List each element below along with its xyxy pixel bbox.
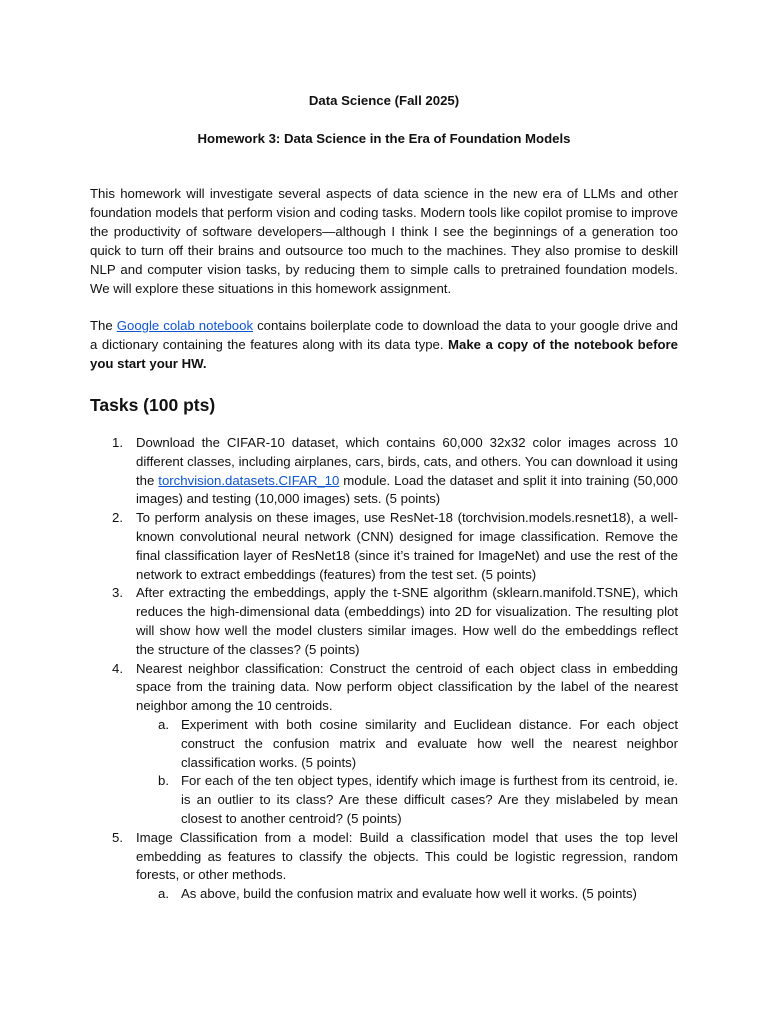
intro-paragraph: This homework will investigate several aspects of data science in the new era of LLMs and other foundation models that perform vision and coding tasks. Modern tools like copilot promise to improve the productivity of software developers—although I think I see the beginnings of a generation too quick to turn off their brains and outsource too much to the machines. They also promise to deskill NLP and computer vision tasks, by reducing them to simple calls to pretrained foundation models. We will explore these situations in this homework assignment. [90, 186, 678, 296]
colab-description: contains boilerplate code to download the data to your google drive and a dictionary containing the features along with its data type. [90, 318, 678, 352]
subtask-text: For each of the ten object types, identify which image is furthest from its centroid, ie. is an outlier to its class? Are these difficult cases? Are they mislabeled by mean closest to another centroid? (5 points) [181, 773, 678, 826]
task-item-2 [90, 509, 678, 584]
subtask-item-4a [136, 716, 678, 772]
subtask-list [136, 716, 678, 829]
subtask-item-4b [136, 772, 678, 828]
task-number: 3. [112, 585, 123, 601]
task-item-4 [90, 660, 678, 829]
course-title: Data Science (Fall 2025) [308, 93, 460, 108]
torchvision-cifar10-link[interactable]: torchvision.datasets.CIFAR_10 [158, 472, 340, 488]
google-colab-notebook-link[interactable]: Google colab notebook [116, 318, 254, 333]
subtask-letter: a. [158, 716, 169, 732]
task-list [90, 434, 678, 904]
task-item-5 [90, 829, 678, 904]
subtask-letter: b. [158, 773, 169, 789]
tasks-heading: Tasks (100 pts) [90, 395, 216, 415]
subtask-text: As above, build the confusion matrix and evaluate how well it works. (5 points) [181, 886, 637, 902]
task-text: Download the CIFAR-10 dataset, which contains 60,000 32x32 color images across 10 different classes, including airplanes, cars, birds, cats, and others. You can download it using the [136, 435, 678, 488]
task-text-continued: module. Load the dataset and split it into training (50,000 images) and testing (10,000 images) sets. (5 points) [136, 472, 679, 507]
subtask-item-5a [136, 885, 678, 904]
task-number: 5. [112, 829, 123, 845]
homework-title: Homework 3: Data Science in the Era of Foundation Models [197, 131, 571, 146]
colab-paragraph [90, 317, 678, 374]
task-item-1 [90, 434, 678, 509]
subtask-letter: a. [158, 886, 169, 902]
task-number: 4. [112, 660, 123, 676]
task-text: To perform analysis on these images, use ResNet-18 (torchvision.models.resnet18), a well-known convolutional neural network (CNN) designed for image classification. Remove the final classification layer of ResNet18 (since it’s trained for ImageNet) and use the rest of the network to extract embeddings (features) from the test set. (5 points) [136, 510, 678, 582]
task-number: 2. [112, 510, 123, 526]
task-text: Image Classification from a model: Build a classification model that uses the top level embedding as features to classify the objects. This could be logistic regression, random forests, or other methods. [136, 829, 678, 883]
task-item-3 [90, 584, 678, 659]
colab-prefix: The [90, 318, 117, 333]
task-text: After extracting the embeddings, apply the t-SNE algorithm (sklearn.manifold.TSNE), which reduces the high-dimensional data (embeddings) into 2D for visualization. The resulting plot will show how well the model clusters similar images. How well do the embeddings reflect the structure of the classes? (5 points) [136, 585, 678, 657]
task-number: 1. [112, 435, 123, 450]
copy-notebook-instruction: Make a copy of the notebook before you start your HW. [90, 336, 678, 371]
subtask-list [136, 885, 678, 904]
subtask-text: Experiment with both cosine similarity and Euclidean distance. For each object construct the confusion matrix and evaluate how well the nearest neighbor classification works. (5 points) [181, 716, 678, 770]
task-text: Nearest neighbor classification: Construct the centroid of each object class in embedding space from the training data. Now perform object classification by the label of the nearest neighbor among the 10 centroids. [136, 660, 678, 714]
